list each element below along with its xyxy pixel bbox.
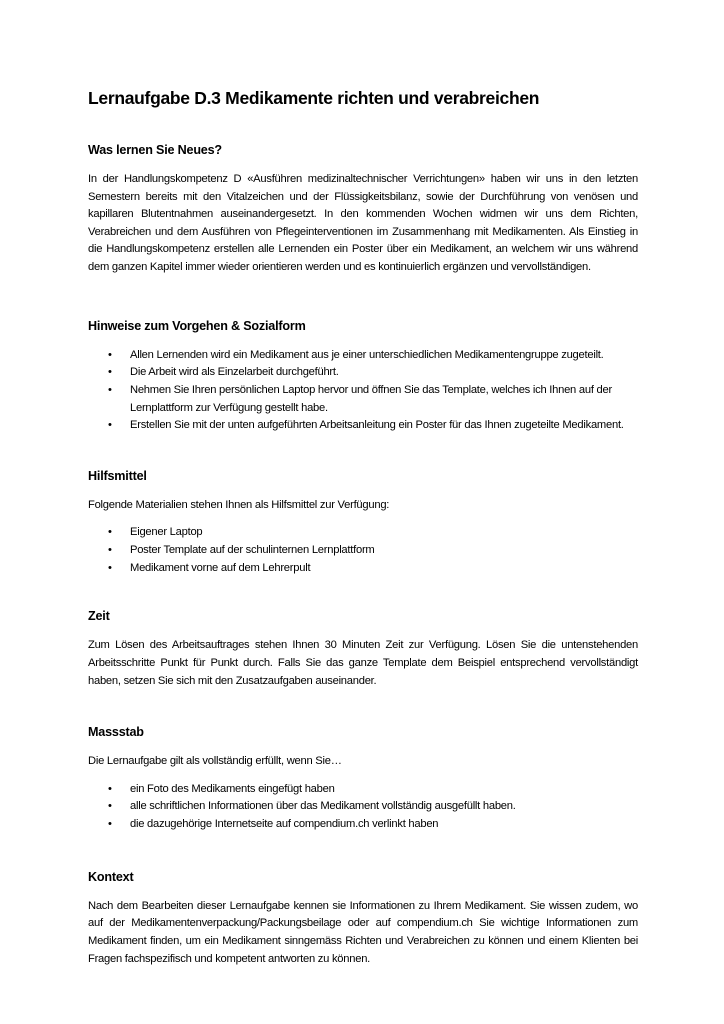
section-intro-hilfsmittel: Folgende Materialien stehen Ihnen als Hilfsmittel zur Verfügung: [88, 498, 390, 511]
section-heading-was-lernen: Was lernen Sie Neues? [88, 143, 222, 157]
bullet-icon: • [108, 544, 112, 557]
hinweise-list [88, 347, 638, 435]
document-title: Lernaufgabe D.3 Medikamente richten und verabreichen [88, 88, 540, 108]
list-item-text: Medikament vorne auf dem Lehrerpult [130, 561, 311, 574]
section-was-lernen [88, 143, 638, 277]
bullet-icon: • [108, 800, 112, 813]
list-item [88, 781, 638, 799]
list-item-text: Eigener Laptop [130, 526, 203, 539]
section-text-kontext: Nach dem Bearbeiten dieser Lernaufgabe kennen sie Informationen zu Ihrem Medikament. Sie wissen zudem, wo auf der Medikamentenverpackung/Packungsbeilage oder auf compendium.ch Sie wichtige Informationen zum Medikament finden, um ein Medikament sinngemäss Richten und Verabreichen zu können und einem Klienten bei Fragen fachspezifisch und kompetent antworten zu können. [88, 899, 638, 965]
list-item-text: die dazugehörige Internetseite auf compendium.ch verlinkt haben [130, 818, 439, 831]
section-heading-hinweise: Hinweise zum Vorgehen & Sozialform [88, 318, 306, 333]
section-zeit [88, 609, 638, 690]
list-item-text: Allen Lernenden wird ein Medikament aus je einer unterschiedlichen Medikamentengruppe zugeteilt. [130, 348, 604, 361]
list-item [88, 560, 638, 578]
massstab-list [88, 781, 638, 834]
section-intro-massstab: Die Lernaufgabe gilt als vollständig erfüllt, wenn Sie… [88, 755, 342, 768]
list-item-text: Erstellen Sie mit der unten aufgeführten Arbeitsanleitung ein Poster für das Ihnen zugeteilte Medikament. [130, 419, 624, 432]
section-text-zeit: Zum Lösen des Arbeitsauftrages stehen Ihnen 30 Minuten Zeit zur Verfügung. Lösen Sie die untenstehenden Arbeitsschritte Punkt für Punkt durch. Falls Sie das ganze Template dem Beispiel entsprechend vervollständigt haben, setzen Sie sich mit den Zusatzaufgaben auseinander. [88, 639, 638, 687]
bullet-icon: • [108, 348, 112, 361]
section-massstab [88, 725, 638, 833]
bullet-icon: • [108, 818, 112, 831]
bullet-icon: • [108, 366, 112, 379]
section-heading-kontext: Kontext [88, 869, 134, 884]
list-item [88, 382, 638, 417]
bullet-icon: • [108, 561, 112, 574]
list-item [88, 364, 638, 382]
list-item [88, 347, 638, 365]
list-item [88, 524, 638, 542]
section-hilfsmittel [88, 469, 638, 577]
list-item [88, 417, 638, 435]
section-heading-massstab: Massstab [88, 725, 144, 740]
bullet-icon: • [108, 782, 112, 795]
section-hinweise [88, 319, 638, 435]
hilfsmittel-list [88, 524, 638, 577]
list-item-text: Poster Template auf der schulinternen Lernplattform [130, 544, 375, 557]
bullet-icon: • [108, 419, 112, 432]
section-heading-hilfsmittel: Hilfsmittel [88, 468, 147, 483]
section-kontext [88, 870, 638, 968]
section-text-was-lernen: In der Handlungskompetenz D «Ausführen medizinaltechnischer Verrichtungen» haben wir uns in den letzten Semestern bereits mit den Vitalzeichen und der Flüssigkeitsbilanz, sowie der Durchführung von venösen und kapillaren Blutentnahmen auseinandergesetzt. In den kommenden Wochen widmen wir uns dem Richten, Verabreichen und dem Ausführen von Pflegeinterventionen im Zusammenhang mit Medikamenten. Als Einstieg in die Handlungskompetenz erstellen alle Lernenden ein Poster über ein Medikament, an welchem wir uns während dem ganzen Kapitel immer wieder orientieren werden und es kontinuierlich ergänzen und vervollständigen. [88, 173, 638, 274]
document-page [88, 88, 638, 968]
bullet-icon: • [108, 526, 112, 539]
list-item [88, 798, 638, 816]
section-heading-zeit: Zeit [88, 609, 110, 624]
list-item [88, 542, 638, 560]
list-item-text: ein Foto des Medikaments eingefügt haben [130, 782, 335, 795]
list-item-text: Die Arbeit wird als Einzelarbeit durchgeführt. [130, 366, 339, 379]
list-item-text: alle schriftlichen Informationen über das Medikament vollständig ausgefüllt haben. [130, 800, 516, 813]
list-item [88, 816, 638, 834]
list-item-text: Nehmen Sie Ihren persönlichen Laptop hervor und öffnen Sie das Template, welches ich Ihnen auf der Lernplattform zur Verfügung gestellt habe. [130, 383, 612, 414]
bullet-icon: • [108, 383, 112, 396]
